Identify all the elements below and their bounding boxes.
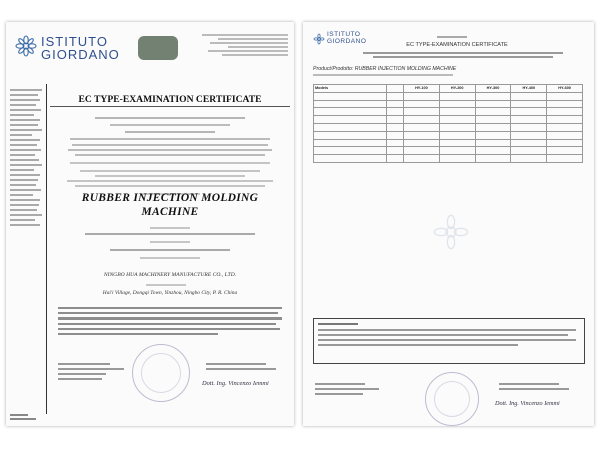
table-row [314, 139, 583, 147]
table-row [314, 108, 583, 116]
certificate-intro-lines [66, 114, 274, 201]
table-cell [547, 139, 583, 147]
table-cell [547, 100, 583, 108]
table-cell [475, 131, 511, 139]
certificate-page-right [303, 22, 594, 426]
manufacturer-name: NINGBO HUA MACHINERY MANUFACTURE CO., LTD. [103, 272, 237, 278]
table-cell [511, 108, 547, 116]
table-cell [387, 131, 404, 139]
table-cell [404, 123, 440, 131]
table-cell [314, 116, 387, 124]
sidebar-notes-column [10, 86, 44, 406]
table-cell [439, 131, 475, 139]
accreditation-badge [138, 36, 178, 60]
table-cell [511, 131, 547, 139]
table-cell [404, 155, 440, 163]
spec-header-cell: HY-600 [547, 85, 583, 93]
table-cell [511, 155, 547, 163]
spec-header-unit-cell [387, 85, 404, 93]
conditions-box [313, 318, 585, 364]
table-cell [314, 139, 387, 147]
table-cell [547, 131, 583, 139]
table-row [314, 155, 583, 163]
footer-marks [10, 412, 40, 422]
table-cell [547, 155, 583, 163]
title-rule [50, 106, 290, 107]
table-row [314, 123, 583, 131]
table-cell [387, 147, 404, 155]
spec-header-cell: HY-200 [439, 85, 475, 93]
table-cell [439, 123, 475, 131]
product-name-line2: MACHINE [141, 206, 199, 218]
table-cell [547, 147, 583, 155]
signature-block-right [206, 360, 286, 373]
signatory-name: Dott. Ing. Vincenzo Iemmi [202, 380, 269, 387]
table-cell [439, 100, 475, 108]
table-cell [404, 116, 440, 124]
table-cell [404, 108, 440, 116]
certificate-statement-lines [58, 304, 282, 338]
certificate-page-left [6, 22, 294, 426]
table-cell [404, 139, 440, 147]
signature-block-left-right-page [315, 380, 385, 398]
table-cell [387, 123, 404, 131]
models-details-lines [66, 224, 274, 265]
table-cell [547, 92, 583, 100]
logo-text-line2: GIORDANO [41, 47, 120, 62]
giordano-logo-icon [14, 34, 38, 58]
spec-header-cell: HY-400 [511, 85, 547, 93]
table-row [314, 92, 583, 100]
table-cell [404, 131, 440, 139]
signature-block-left [58, 360, 128, 383]
header-address-block [202, 32, 288, 58]
table-row [314, 100, 583, 108]
table-cell [314, 92, 387, 100]
table-cell [475, 108, 511, 116]
table-cell [387, 155, 404, 163]
sidebar-divider [46, 84, 47, 414]
table-cell [314, 123, 387, 131]
logo-small-line2: GIORDANO [327, 38, 367, 45]
certificate-title: EC TYPE-EXAMINATION CERTIFICATE [78, 94, 262, 105]
watermark-logo-icon [431, 212, 471, 252]
table-cell [475, 100, 511, 108]
table-row [314, 147, 583, 155]
spec-table-header-row [314, 85, 583, 93]
table-row [314, 131, 583, 139]
spec-table [313, 84, 583, 163]
table-cell [475, 139, 511, 147]
spec-header-cell: Models [314, 85, 387, 93]
table-row [314, 116, 583, 124]
table-cell [511, 100, 547, 108]
product-name-line1: RUBBER INJECTION MOLDING [81, 192, 259, 204]
table-cell [387, 139, 404, 147]
table-cell [387, 92, 404, 100]
official-stamp [132, 344, 190, 402]
spec-subtitle-line [313, 74, 453, 76]
product-line: Product/Prodotto: RUBBER INJECTION MOLDING MACHINE [313, 66, 457, 72]
table-cell [475, 92, 511, 100]
table-cell [475, 116, 511, 124]
table-cell [439, 116, 475, 124]
table-cell [547, 123, 583, 131]
spec-header-cell: HY-300 [475, 85, 511, 93]
spec-header-cell: HY-100 [404, 85, 440, 93]
table-cell [511, 123, 547, 131]
table-cell [314, 147, 387, 155]
table-cell [475, 155, 511, 163]
table-cell [387, 116, 404, 124]
table-cell [314, 131, 387, 139]
table-cell [404, 100, 440, 108]
manufacturer-address: Hai'i Village, Dongqi Town, Yinzhou, Ningbo City, P. R. China [102, 290, 238, 296]
table-cell [475, 123, 511, 131]
table-cell [511, 92, 547, 100]
table-cell [314, 108, 387, 116]
table-cell [314, 155, 387, 163]
table-cell [511, 139, 547, 147]
table-cell [547, 108, 583, 116]
address-label-line [146, 284, 186, 286]
logo-text-line1: ISTITUTO [41, 34, 108, 49]
table-cell [511, 147, 547, 155]
header-title: EC TYPE-EXAMINATION CERTIFICATE [406, 42, 508, 48]
logo-small-line1: ISTITUTO [327, 31, 361, 38]
table-cell [404, 147, 440, 155]
table-cell [475, 147, 511, 155]
table-cell [404, 92, 440, 100]
table-cell [439, 108, 475, 116]
table-cell [387, 100, 404, 108]
table-cell [314, 100, 387, 108]
header-subtitle-lines [363, 50, 563, 60]
table-cell [547, 116, 583, 124]
signatory-name-right: Dott. Ing. Vincenzo Iemmi [495, 400, 560, 407]
table-cell [439, 139, 475, 147]
signature-block-right-right-page [499, 380, 579, 393]
table-cell [387, 108, 404, 116]
giordano-logo-small-icon [313, 32, 325, 44]
table-cell [439, 155, 475, 163]
table-cell [511, 116, 547, 124]
annex-label [437, 36, 467, 38]
official-stamp-right [425, 372, 479, 426]
table-cell [439, 92, 475, 100]
table-cell [439, 147, 475, 155]
